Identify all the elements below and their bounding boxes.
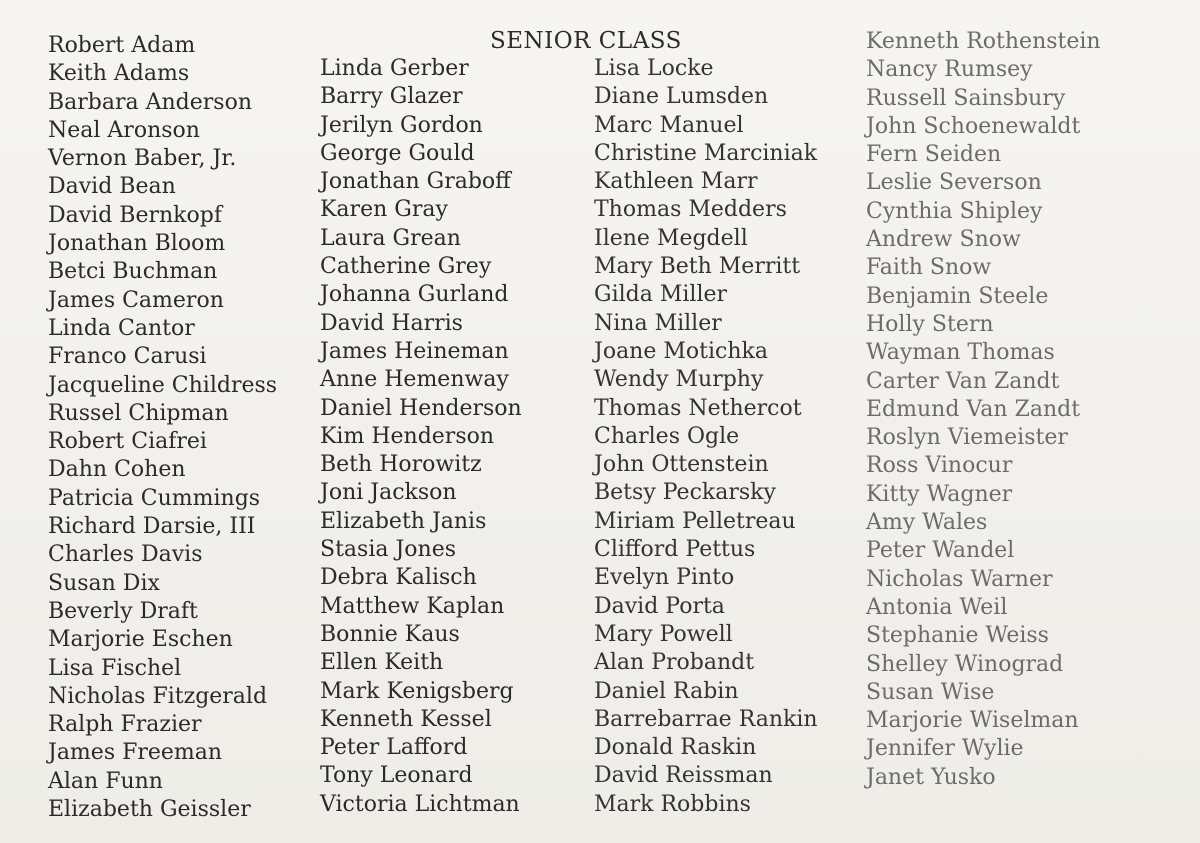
- student-name: Nicholas Fitzgerald: [48, 683, 268, 709]
- student-name: Dahn Cohen: [48, 457, 186, 483]
- student-name: Ralph Frazier: [48, 712, 202, 738]
- name-column-1: [48, 32, 277, 824]
- student-name: Gilda Miller: [594, 282, 728, 308]
- student-name: Jonathan Graboff: [320, 169, 511, 195]
- student-name: Ellen Keith: [320, 650, 444, 676]
- student-name: Keith Adams: [48, 61, 190, 87]
- student-name: Kathleen Marr: [594, 169, 758, 195]
- student-name: Betsy Peckarsky: [594, 480, 776, 506]
- student-name: Joni Jackson: [320, 480, 457, 506]
- student-name: Carter Van Zandt: [866, 368, 1060, 394]
- student-name: Cynthia Shipley: [866, 198, 1043, 224]
- student-name: Fern Seiden: [866, 142, 1002, 168]
- student-name: Diane Lumsden: [594, 84, 769, 110]
- student-name: Robert Adam: [48, 33, 196, 58]
- student-name: Clifford Pettus: [594, 537, 756, 563]
- student-name: Wendy Murphy: [594, 367, 764, 393]
- student-name: Nicholas Warner: [866, 566, 1053, 592]
- student-name: Jennifer Wylie: [866, 736, 1024, 762]
- student-name: Kenneth Kessel: [320, 706, 492, 732]
- student-name: Peter Lafford: [320, 735, 468, 761]
- student-name: Linda Gerber: [320, 56, 469, 81]
- student-name: Tony Leonard: [320, 763, 473, 789]
- student-name: Alan Funn: [48, 768, 163, 794]
- student-name: Mark Robbins: [594, 791, 751, 817]
- page-title: SENIOR CLASS: [490, 28, 682, 54]
- name-column-3: [594, 55, 818, 819]
- student-name: Alan Probandt: [594, 650, 755, 676]
- student-name: Miriam Pelletreau: [594, 508, 796, 534]
- student-name: Susan Dix: [48, 570, 160, 596]
- student-name: Benjamin Steele: [866, 283, 1049, 309]
- student-name: Susan Wise: [866, 679, 995, 705]
- student-name: James Heineman: [320, 338, 509, 364]
- student-name: David Harris: [320, 310, 463, 336]
- student-name: Elizabeth Geissler: [48, 797, 251, 823]
- student-name: Thomas Nethercot: [594, 395, 802, 421]
- student-name: Laura Grean: [320, 225, 461, 251]
- student-name: Marc Manuel: [594, 112, 744, 138]
- student-name: Ross Vinocur: [866, 453, 1013, 479]
- student-name: Charles Ogle: [594, 423, 740, 449]
- student-name: Nina Miller: [594, 310, 722, 336]
- student-name: John Ottenstein: [594, 452, 769, 478]
- student-name: James Cameron: [48, 287, 224, 313]
- student-name: Jonathan Bloom: [48, 231, 226, 257]
- student-name: Jerilyn Gordon: [320, 112, 483, 138]
- student-name: Elizabeth Janis: [320, 508, 487, 534]
- student-name: Faith Snow: [866, 255, 992, 281]
- student-name: Kitty Wagner: [866, 481, 1013, 507]
- student-name: Thomas Medders: [594, 197, 787, 223]
- student-name: Beth Horowitz: [320, 452, 482, 478]
- student-name: Roslyn Viemeister: [866, 425, 1068, 451]
- student-name: Lisa Locke: [594, 56, 714, 81]
- student-name: Janet Yusko: [866, 764, 996, 790]
- student-name: Catherine Grey: [320, 254, 492, 280]
- student-name: Barry Glazer: [320, 84, 463, 110]
- student-name: Victoria Lichtman: [320, 791, 520, 817]
- student-name: Bonnie Kaus: [320, 621, 460, 647]
- student-name: Peter Wandel: [866, 538, 1015, 564]
- student-name: Andrew Snow: [866, 227, 1021, 253]
- student-name: Marjorie Eschen: [48, 627, 233, 653]
- student-name: David Bean: [48, 174, 176, 200]
- student-name: Kim Henderson: [320, 423, 495, 449]
- student-name: Charles Davis: [48, 542, 203, 568]
- student-name: Russell Sainsbury: [866, 85, 1066, 111]
- student-name: Shelley Winograd: [866, 651, 1064, 677]
- student-name: Mark Kenigsberg: [320, 678, 514, 704]
- student-name: Russel Chipman: [48, 400, 229, 426]
- student-name: Linda Cantor: [48, 315, 195, 341]
- student-name: Barrebarrae Rankin: [594, 706, 818, 732]
- student-name: Nancy Rumsey: [866, 57, 1033, 83]
- student-name: Debra Kalisch: [320, 565, 477, 591]
- student-name: Johanna Gurland: [320, 282, 509, 308]
- student-name: Franco Carusi: [48, 344, 207, 370]
- student-name: Patricia Cummings: [48, 485, 261, 511]
- student-name: Marjorie Wiselman: [866, 708, 1079, 734]
- student-name: Antonia Weil: [866, 594, 1008, 620]
- student-name: Lisa Fischel: [48, 655, 182, 681]
- student-name: Mary Powell: [594, 621, 733, 647]
- student-name: Amy Wales: [866, 510, 988, 536]
- student-name: Ilene Megdell: [594, 225, 748, 251]
- name-column-2: [320, 55, 522, 819]
- student-name: Daniel Rabin: [594, 678, 739, 704]
- student-name: David Porta: [594, 593, 725, 619]
- student-name: Donald Raskin: [594, 735, 757, 761]
- student-name: Edmund Van Zandt: [866, 396, 1081, 422]
- student-name: Beverly Draft: [48, 598, 198, 624]
- student-name: Stephanie Weiss: [866, 623, 1049, 649]
- student-name: Vernon Baber, Jr.: [48, 146, 237, 172]
- student-name: Holly Stern: [866, 311, 994, 337]
- student-name: Betci Buchman: [48, 259, 218, 285]
- name-column-4: [866, 28, 1101, 792]
- student-name: David Bernkopf: [48, 202, 222, 228]
- student-name: George Gould: [320, 140, 475, 166]
- student-name: Jacqueline Childress: [48, 372, 278, 398]
- student-name: Barbara Anderson: [48, 89, 253, 115]
- student-name: Anne Hemenway: [320, 367, 509, 393]
- student-name: Stasia Jones: [320, 537, 457, 563]
- student-name: John Schoenewaldt: [866, 113, 1081, 139]
- student-name: David Reissman: [594, 763, 773, 789]
- student-name: Neal Aronson: [48, 117, 200, 143]
- student-name: Joane Motichka: [594, 338, 768, 364]
- student-name: Christine Marciniak: [594, 140, 818, 166]
- student-name: Leslie Severson: [866, 170, 1042, 196]
- student-name: Wayman Thomas: [866, 340, 1055, 366]
- student-name: Daniel Henderson: [320, 395, 522, 421]
- student-name: Karen Gray: [320, 197, 448, 223]
- student-name: Robert Ciafrei: [48, 429, 207, 455]
- student-name: James Freeman: [48, 740, 223, 766]
- student-name: Mary Beth Merritt: [594, 254, 801, 280]
- student-name: Evelyn Pinto: [594, 565, 735, 591]
- student-name: Matthew Kaplan: [320, 593, 505, 619]
- student-name: Kenneth Rothenstein: [866, 29, 1101, 54]
- student-name: Richard Darsie, III: [48, 514, 256, 540]
